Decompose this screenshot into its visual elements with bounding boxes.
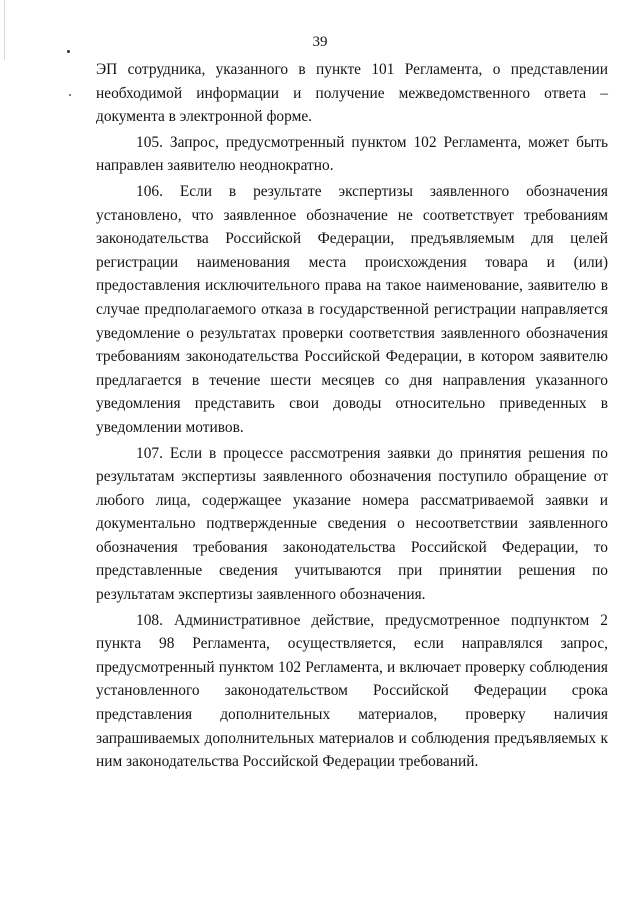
document-body [96,58,608,774]
paragraph-continuation: ЭП сотрудника, указанного в пункте 101 Регламента, о представлении необходимой информации и получение межведомственного ответа – документа в электронной форме. [96,61,608,126]
paragraph-106: 106. Если в результате экспертизы заявленного обозначения установлено, что заявленное обозначение не соответствует требованиям законодательства Российской Федерации, предъявляемым для целей регистрации наименования места происхождения товара и (или) предоставления исключительного права на такое наименование, заявителю в случае предполагаемого отказа в государственной регистрации направляется уведомление о результатах проверки соответствия заявленного обозначения требованиям законодательства Российской Федерации, в котором заявителю предлагается в течение шести месяцев со дня направления указанного уведомления представить свои доводы относительно приведенных в уведомлении мотивов. [96,182,608,436]
paragraph-107: 107. Если в процессе рассмотрения заявки до принятия решения по результатам экспертизы заявленного обозначения поступило обращение от любого лица, содержащее указание номера рассматриваемой заявки и документально подтвержденные сведения о несоответствии заявленного обозначения требования законодательства Российской Федерации, то представленные сведения учитываются при принятии решения по результатам экспертизы заявленного обозначения. [96,444,608,604]
scan-speck [69,94,71,96]
paragraph-108: 108. Административное действие, предусмотренное подпунктом 2 пункта 98 Регламента, осуществляется, если направлялся запрос, предусмотренный пунктом 102 Регламента, и включает проверку соблюдения установленного законодательством Российской Федерации срока представления дополнительных материалов, проверку наличия запрашиваемых дополнительных материалов и соблюдения предъявляемых к ним законодательства Российской Федерации требований. [96,611,608,771]
paragraph-105: 105. Запрос, предусмотренный пунктом 102 Регламента, может быть направлен заявителю неоднократно. [96,133,608,175]
scan-edge-line [4,0,5,60]
page-number: 39 [312,34,328,50]
